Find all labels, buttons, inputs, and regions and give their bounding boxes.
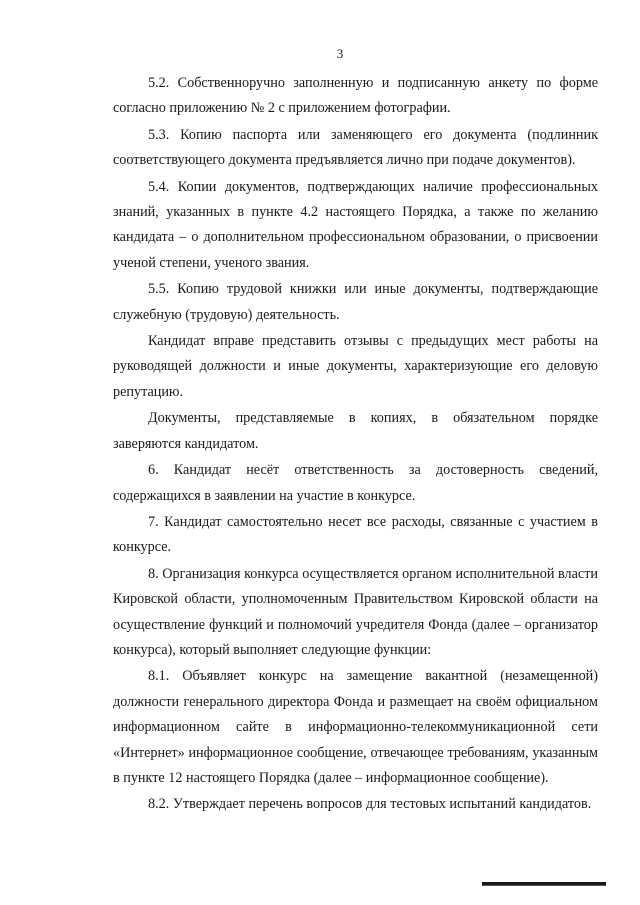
paragraph-8-1: 8.1. Объявляет конкурс на замещение вакантной (незамещенной) должности генерального директора Фонда и размещает на своём официальном информационном сайте в информационно-телекоммуникационной сети «Интернет» информационное сообщение, отвечающее требованиям, указанным в пункте 12 настоящего Порядка (далее – информационное сообщение). — [113, 668, 598, 786]
paragraph-references: Кандидат вправе представить отзывы с предыдущих мест работы на руководящей должности и иные документы, характеризующие его деловую репутацию. — [113, 333, 598, 400]
paragraph-7: 7. Кандидат самостоятельно несет все расходы, связанные с участием в конкурсе. — [113, 513, 598, 556]
paragraph-5-4: 5.4. Копии документов, подтверждающих наличие профессиональных знаний, указанных в пункте 4.2 настоящего Порядка, а также по желанию кандидата – о дополнительном профессиональном образовании, о присвоении ученой степени, ученого звания. — [113, 178, 598, 271]
paragraph-8: 8. Организация конкурса осуществляется органом исполнительной власти Кировской области, уполномоченным Правительством Кировской области на осуществление функций и полномочий учредителя Фонда (далее – организатор конкурса), который выполняет следующие функции: — [113, 565, 598, 658]
paragraph-5-3: 5.3. Копию паспорта или заменяющего его документа (подлинник соответствующего документа предъявляется лично при подаче документов). — [113, 126, 598, 169]
paragraph-5-5: 5.5. Копию трудовой книжки или иные документы, подтверждающие служебную (трудовую) деятельность. — [113, 281, 598, 323]
paragraph-copies-certified: Документы, представляемые в копиях, в обязательном порядке заверяются кандидатом. — [113, 410, 598, 452]
footer-rule-shadow — [482, 885, 606, 886]
paragraph-6: 6. Кандидат несёт ответственность за достоверность сведений, содержащихся в заявлении на участие в конкурсе. — [113, 462, 598, 504]
paragraph-5-2: 5.2. Собственноручно заполненную и подписанную анкету по форме согласно приложению № 2 с приложением фотографии. — [113, 75, 598, 117]
page-number: 3 — [336, 46, 344, 61]
paragraph-8-2: 8.2. Утверждает перечень вопросов для тестовых испытаний кандидатов. — [148, 796, 592, 813]
document-body — [113, 71, 598, 818]
